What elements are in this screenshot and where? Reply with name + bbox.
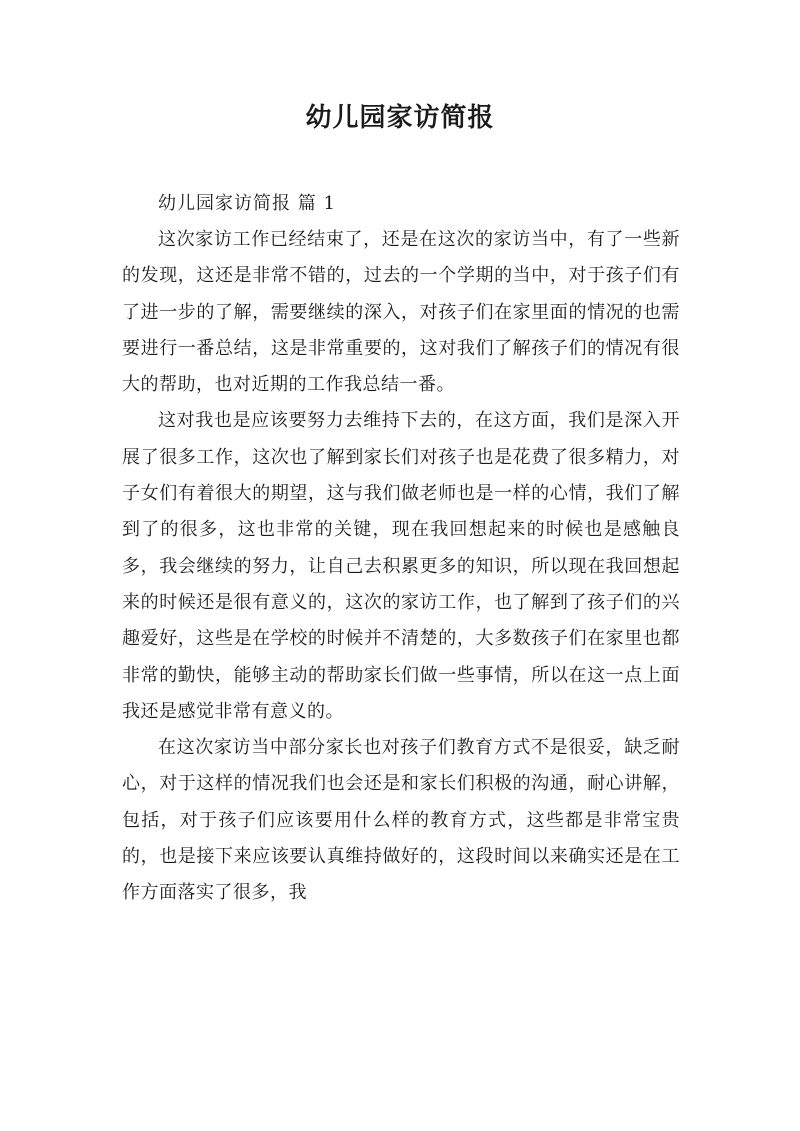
section-heading: 幼儿园家访简报 篇 1 xyxy=(158,193,336,214)
document-body xyxy=(122,186,680,912)
paragraph-1: 这次家访工作已经结束了，还是在这次的家访当中，有了一些新的发现，这还是非常不错的，过去的一个学期的当中，对于孩子们有了进一步的了解，需要继续的深入，对孩子们在家里面的情况的也需要进行一番总结，这是非常重要的，这对我们了解孩子们的情况有很大的帮助，也对近期的工作我总结一番。 xyxy=(122,229,680,396)
paragraph-3: 在这次家访当中部分家长也对孩子们教育方式不是很妥，缺乏耐心，对于这样的情况我们也会还是和家长们积极的沟通，耐心讲解，包括，对于孩子们应该要用什么样的教育方式，这些都是非常宝贵的，也是接下来应该要认真维持做好的，这段时间以来确实还是在工作方面落实了很多，我 xyxy=(122,737,680,904)
paragraph-2: 这对我也是应该要努力去维持下去的，在这方面，我们是深入开展了很多工作，这次也了解到家长们对孩子也是花费了很多精力，对子女们有着很大的期望，这与我们做老师也是一样的心情，我们了解到了的很多，这也非常的关键，现在我回想起来的时候也是感触良多，我会继续的努力，让自己去积累更多的知识，所以现在我回想起来的时候还是很有意义的，这次的家访工作，也了解到了孩子们的兴趣爱好，这些是在学校的时候并不清楚的，大多数孩子们在家里也都非常的勤快，能够主动的帮助家长们做一些事情，所以在这一点上面我还是感觉非常有意义的。 xyxy=(122,410,680,722)
document-title: 幼儿园家访简报 xyxy=(305,103,495,133)
